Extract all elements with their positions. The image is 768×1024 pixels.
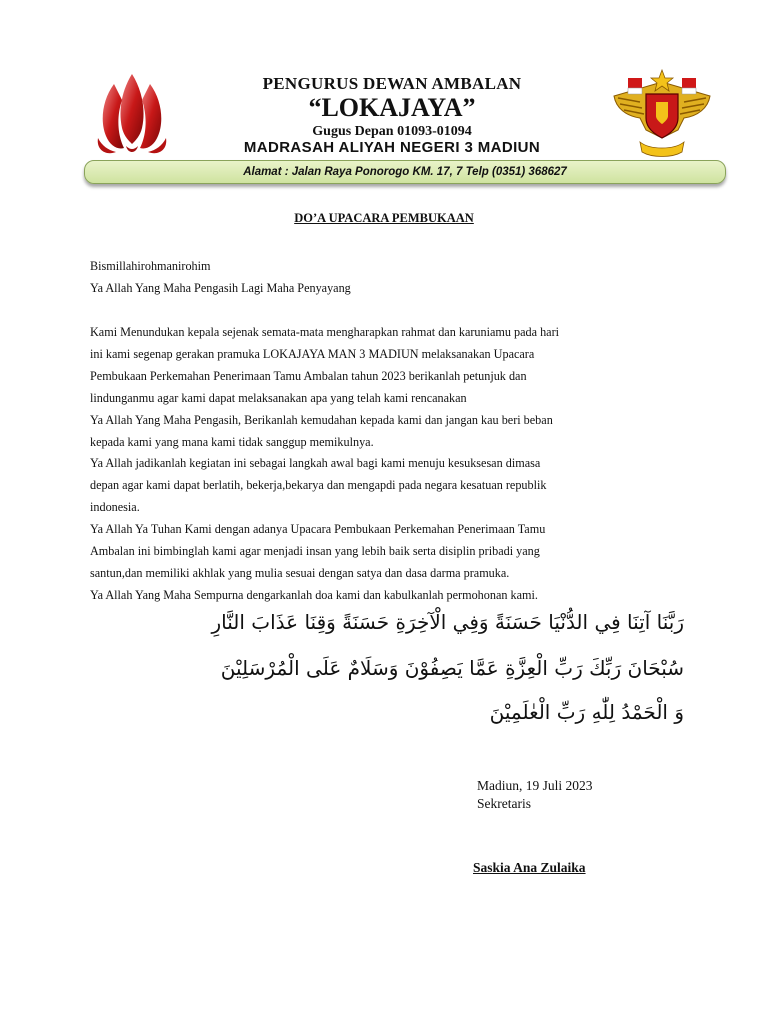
body-line: Ambalan ini bimbinglah kami agar menjadi insan yang lebih baik serta disiplin pribadi yang	[90, 544, 540, 559]
body-line: Ya Allah Ya Tuhan Kami dengan adanya Upacara Pembukaan Perkemahan Penerimaan Tamu	[90, 522, 546, 537]
opening-block	[90, 255, 351, 300]
body-line: kepada kami yang mana kami tidak sanggup memikulnya.	[90, 434, 374, 449]
gugus-depan: Gugus Depan 01093-01094	[312, 124, 472, 139]
org-name: “LOKAJAYA”	[308, 93, 476, 122]
body-line: lindunganmu agar kami dapat melaksanakan apa yang telah kami rencanakan	[90, 390, 467, 405]
opening-line: Ya Allah Yang Maha Pengasih Lagi Maha Penyayang	[90, 281, 351, 296]
signer-name: Saskia Ana Zulaika	[473, 860, 586, 875]
body-line: Ya Allah Yang Maha Sempurna dengarkanlah doa kami dan kabulkanlah permohonan kami.	[90, 587, 538, 602]
body-line: Ya Allah Yang Maha Pengasih, Berikanlah kemudahan kepada kami dan jangan kau beri beban	[90, 412, 553, 427]
prayer-body	[90, 322, 559, 607]
school-name: MADRASAH ALIYAH NEGERI 3 MADIUN	[243, 139, 541, 156]
document-title: DO’A UPACARA PEMBUKAAN	[294, 211, 474, 225]
address-bar: Alamat : Jalan Raya Ponorogo KM. 17, 7 Telp (0351) 368627	[84, 160, 726, 184]
body-line: Kami Menundukan kepala sejenak semata-mata mengharapkan rahmat dan karuniamu pada hari	[90, 325, 560, 339]
org-line: PENGURUS DEWAN AMBALAN	[262, 74, 522, 93]
body-line: depan agar kami dapat berlatih, bekerja,bekarya dan mengapdi pada negara kesatuan republik	[90, 478, 547, 493]
arabic-line: سُبْحَانَ رَبِّكَ رَبِّ الْعِزَّةِ عَمَّا يَصِفُوْنَ وَسَلَامٌ عَلَى الْمُرْسَلِيْنَ	[220, 656, 684, 680]
body-line: santun,dan memiliki akhlak yang mulia sesuai dengan satya dan dasa darma pramuka.	[90, 565, 510, 580]
body-line: indonesia.	[90, 500, 140, 515]
body-line: ini kami segenap gerakan pramuka LOKAJAYA MAN 3 MADIUN melaksanakan Upacara	[90, 346, 535, 361]
opening-line: Bismillahirohmanirohim	[90, 259, 211, 273]
body-line: Ya Allah jadikanlah kegiatan ini sebagai langkah awal bagi kami menuju kesuksesan dimasa	[90, 456, 541, 471]
arabic-line: رَبَّنَا آتِنَا فِي الدُّنْيَا حَسَنَةً وَفِي الْآخِرَةِ حَسَنَةً وَقِنَا عَذَابَ النَّارِ	[211, 610, 684, 634]
place-date: Madiun, 19 Juli 2023	[477, 778, 593, 793]
signer-role: Sekretaris	[477, 796, 531, 811]
body-line: Pembukaan Perkemahan Penerimaan Tamu Ambalan tahun 2023 berikanlah petunjuk dan	[90, 368, 527, 383]
arabic-line: وَ الْحَمْدُ لِلّٰهِ رَبِّ الْعٰلَمِيْنَ	[489, 700, 684, 724]
